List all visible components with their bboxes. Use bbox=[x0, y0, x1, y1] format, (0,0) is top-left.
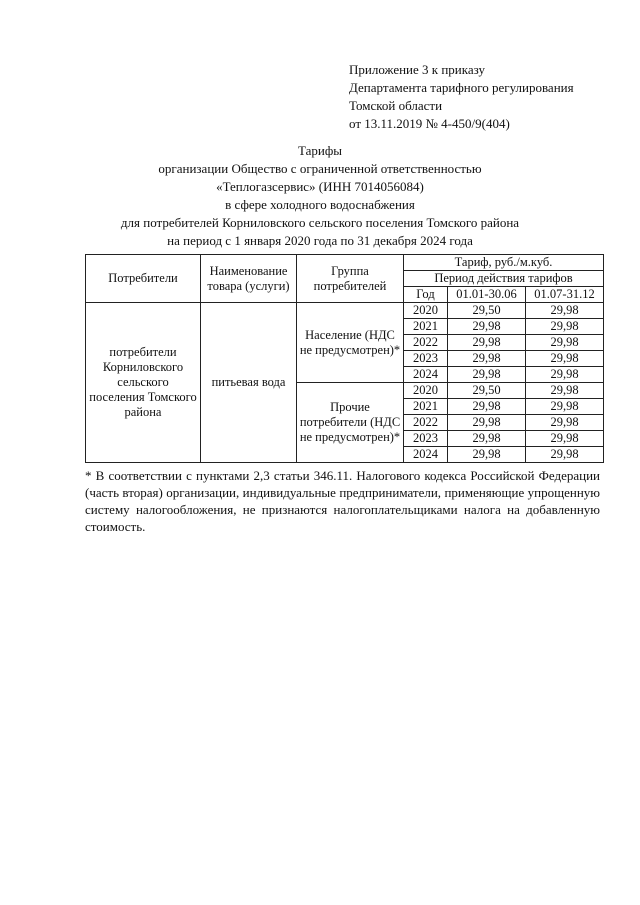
year-cell: 2023 bbox=[404, 431, 448, 447]
tariff-h2-cell: 29,98 bbox=[526, 399, 604, 415]
header-half2: 01.07-31.12 bbox=[526, 287, 604, 303]
appendix-line: Томской области bbox=[349, 98, 443, 113]
title-line: организации Общество с ограниченной ответственностью bbox=[158, 161, 482, 176]
header-group: Группа потребителей bbox=[297, 255, 404, 303]
title-line: «Теплогазсервис» (ИНН 7014056084) bbox=[216, 179, 424, 194]
consumer-cell: потребители Корниловского сельского поселения Томского района bbox=[86, 303, 201, 463]
year-cell: 2020 bbox=[404, 383, 448, 399]
appendix-line: Приложение 3 к приказу bbox=[349, 62, 486, 77]
tariff-h1-cell: 29,98 bbox=[448, 335, 526, 351]
year-cell: 2024 bbox=[404, 447, 448, 463]
tariff-h2-cell: 29,98 bbox=[526, 335, 604, 351]
tariff-h2-cell: 29,98 bbox=[526, 351, 604, 367]
tariff-h1-cell: 29,50 bbox=[448, 383, 526, 399]
year-cell: 2022 bbox=[404, 335, 448, 351]
tariff-h1-cell: 29,98 bbox=[448, 319, 526, 335]
tariff-h1-cell: 29,50 bbox=[448, 303, 526, 319]
tariff-h1-cell: 29,98 bbox=[448, 431, 526, 447]
product-cell: питьевая вода bbox=[201, 303, 297, 463]
tariff-h1-cell: 29,98 bbox=[448, 399, 526, 415]
year-cell: 2021 bbox=[404, 399, 448, 415]
tariff-h1-cell: 29,98 bbox=[448, 447, 526, 463]
tariff-h2-cell: 29,98 bbox=[526, 319, 604, 335]
header-half1: 01.01-30.06 bbox=[448, 287, 526, 303]
year-cell: 2023 bbox=[404, 351, 448, 367]
footnote: * В соответствии с пунктами 2,3 статьи 346.11. Налогового кодекса Российской Федерации (часть вторая) организации, индивидуальные предприниматели, применяющие упрощенную систему налогообложения, не признаются налогоплательщиками налога на добавленную стоимость. bbox=[85, 468, 600, 534]
header-tariff: Тариф, руб./м.куб. bbox=[404, 255, 604, 271]
header-year: Год bbox=[404, 287, 448, 303]
tariff-h2-cell: 29,98 bbox=[526, 303, 604, 319]
tariff-h2-cell: 29,98 bbox=[526, 415, 604, 431]
tariff-h2-cell: 29,98 bbox=[526, 447, 604, 463]
appendix-line: от 13.11.2019 № 4-450/9(404) bbox=[349, 116, 510, 131]
appendix-note bbox=[349, 61, 574, 133]
title-line: на период с 1 января 2020 года по 31 декабря 2024 года bbox=[167, 233, 473, 248]
tariff-h1-cell: 29,98 bbox=[448, 367, 526, 383]
year-cell: 2022 bbox=[404, 415, 448, 431]
appendix-line: Департамента тарифного регулирования bbox=[349, 80, 574, 95]
tariff-table bbox=[85, 254, 604, 463]
year-cell: 2024 bbox=[404, 367, 448, 383]
tariff-h1-cell: 29,98 bbox=[448, 415, 526, 431]
header-consumers: Потребители bbox=[86, 255, 201, 303]
tariff-h2-cell: 29,98 bbox=[526, 367, 604, 383]
group-cell: Население (НДС не предусмотрен)* bbox=[297, 303, 404, 383]
group-cell: Прочие потребители (НДС не предусмотрен)* bbox=[297, 383, 404, 463]
header-period: Период действия тарифов bbox=[404, 271, 604, 287]
header-product: Наименование товара (услуги) bbox=[201, 255, 297, 303]
title-line: Тарифы bbox=[297, 143, 342, 158]
table-row bbox=[86, 303, 604, 319]
title-line: в сфере холодного водоснабжения bbox=[225, 197, 415, 212]
title-line: для потребителей Корниловского сельского поселения Томского района bbox=[120, 215, 520, 230]
tariff-h2-cell: 29,98 bbox=[526, 383, 604, 399]
tariff-h1-cell: 29,98 bbox=[448, 351, 526, 367]
document-title bbox=[0, 142, 640, 250]
year-cell: 2021 bbox=[404, 319, 448, 335]
tariff-h2-cell: 29,98 bbox=[526, 431, 604, 447]
year-cell: 2020 bbox=[404, 303, 448, 319]
